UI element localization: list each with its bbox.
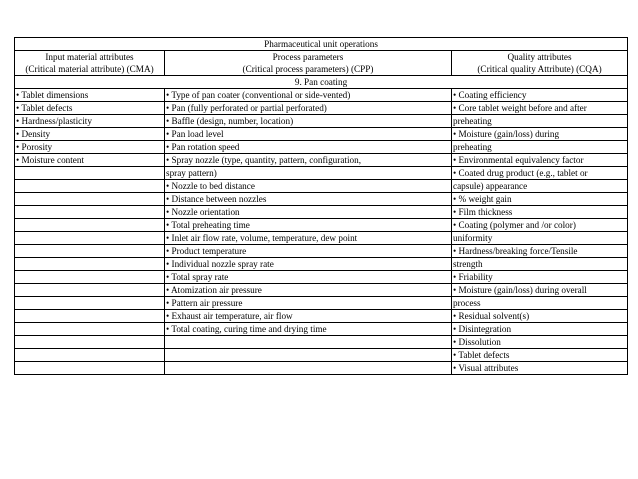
cqa-cell: strength [452,258,628,271]
cqa-cell: • Dissolution [452,336,628,349]
cma-cell [15,323,165,336]
section-title: 9. Pan coating [15,76,628,89]
cma-cell [15,167,165,180]
cqa-cell: • Coating efficiency [452,89,628,102]
cpp-cell: • Pan rotation speed [165,141,452,154]
cma-cell [15,310,165,323]
cpp-cell: spray pattern) [165,167,452,180]
table-row [15,323,628,336]
header-cma-line2: (Critical material attribute) (CMA) [25,64,154,74]
header-cqa-line1: Quality attributes [507,52,572,62]
table-row [15,271,628,284]
cma-cell: • Density [15,128,165,141]
cma-cell [15,349,165,362]
cma-cell: • Tablet dimensions [15,89,165,102]
cqa-cell: process [452,297,628,310]
cqa-cell: uniformity [452,232,628,245]
unit-operations-table [14,37,628,375]
cpp-cell: • Spray nozzle (type, quantity, pattern, configuration, [165,154,452,167]
cma-cell [15,219,165,232]
table-row [15,297,628,310]
cpp-cell: • Atomization air pressure [165,284,452,297]
cpp-cell: • Pan (fully perforated or partial perforated) [165,102,452,115]
cma-cell: • Porosity [15,141,165,154]
cqa-cell: • Moisture (gain/loss) during [452,128,628,141]
table-row [15,141,628,154]
cqa-cell: • Tablet defects [452,349,628,362]
cqa-cell: • Residual solvent(s) [452,310,628,323]
header-cpp-line2: (Critical process parameters) (CPP) [242,64,374,74]
cpp-cell [165,349,452,362]
cqa-cell: • Core tablet weight before and after [452,102,628,115]
cpp-cell: • Nozzle orientation [165,206,452,219]
cqa-cell: preheating [452,115,628,128]
cqa-cell: • Coating (polymer and /or color) [452,219,628,232]
cqa-cell: • Hardness/breaking force/Tensile [452,245,628,258]
cpp-cell: • Total spray rate [165,271,452,284]
cma-cell [15,336,165,349]
cpp-cell: • Total preheating time [165,219,452,232]
cma-cell [15,271,165,284]
cpp-cell: • Distance between nozzles [165,193,452,206]
section-row [15,76,628,89]
cma-cell: • Hardness/plasticity [15,115,165,128]
header-cma [15,51,165,76]
table-row [15,154,628,167]
table-row [15,193,628,206]
cqa-cell: • % weight gain [452,193,628,206]
cpp-cell [165,336,452,349]
table-row [15,232,628,245]
cma-cell [15,232,165,245]
header-cqa [452,51,628,76]
table-row [15,245,628,258]
cqa-cell: • Moisture (gain/loss) during overall [452,284,628,297]
cma-cell [15,245,165,258]
table-row [15,180,628,193]
table-row [15,349,628,362]
table-row [15,167,628,180]
table-row [15,128,628,141]
header-cpp [165,51,452,76]
table-row [15,206,628,219]
cpp-cell: • Type of pan coater (conventional or side-vented) [165,89,452,102]
cpp-cell: • Total coating, curing time and drying time [165,323,452,336]
header-cqa-line2: (Critical quality Attribute) (CQA) [477,64,602,74]
table-row [15,102,628,115]
cqa-cell: capsule) appearance [452,180,628,193]
cqa-cell: • Friability [452,271,628,284]
cqa-cell: • Coated drug product (e.g., tablet or [452,167,628,180]
cqa-cell: • Film thickness [452,206,628,219]
cma-cell [15,297,165,310]
cpp-cell: • Inlet air flow rate, volume, temperature, dew point [165,232,452,245]
cqa-cell: • Disintegration [452,323,628,336]
table-row [15,284,628,297]
cma-cell [15,180,165,193]
cpp-cell: • Pan load level [165,128,452,141]
header-cma-line1: Input material attributes [45,52,134,62]
cpp-cell: • Pattern air pressure [165,297,452,310]
table-row [15,336,628,349]
table-row [15,115,628,128]
cma-cell [15,193,165,206]
title-row [15,38,628,51]
cpp-cell: • Nozzle to bed distance [165,180,452,193]
cma-cell: • Tablet defects [15,102,165,115]
header-row [15,51,628,76]
table-row [15,258,628,271]
cpp-cell: • Individual nozzle spray rate [165,258,452,271]
cpp-cell: • Exhaust air temperature, air flow [165,310,452,323]
cma-cell: • Moisture content [15,154,165,167]
cma-cell [15,362,165,375]
cpp-cell: • Product temperature [165,245,452,258]
cqa-cell: preheating [452,141,628,154]
header-cpp-line1: Process parameters [272,52,344,62]
cqa-cell: • Visual attributes [452,362,628,375]
table-row [15,362,628,375]
cqa-cell: • Environmental equivalency factor [452,154,628,167]
cma-cell [15,258,165,271]
table-row [15,219,628,232]
cma-cell [15,206,165,219]
cpp-cell [165,362,452,375]
table-title: Pharmaceutical unit operations [15,38,628,51]
table-row [15,310,628,323]
cma-cell [15,284,165,297]
table-row [15,89,628,102]
cpp-cell: • Baffle (design, number, location) [165,115,452,128]
